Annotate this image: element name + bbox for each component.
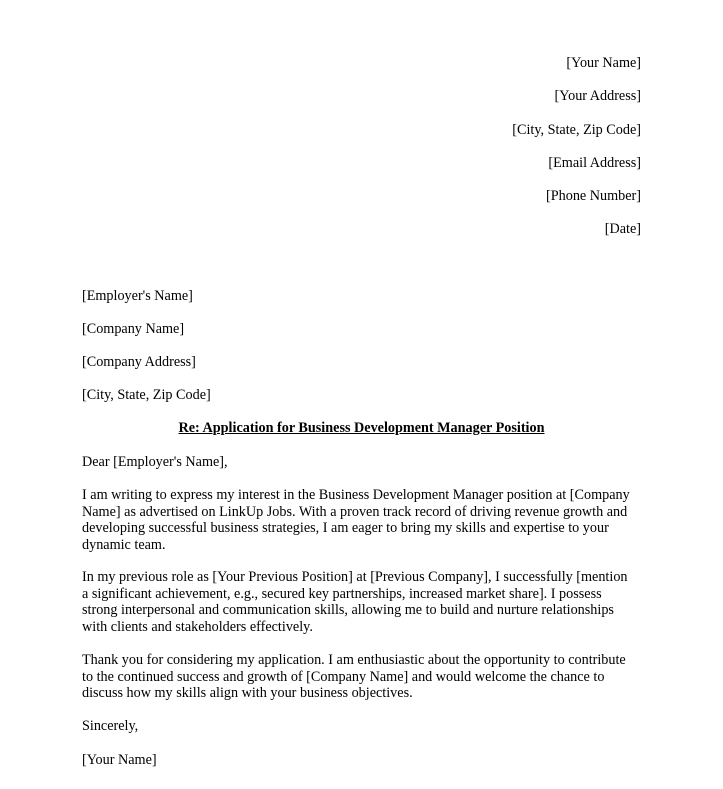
letter-date: [Date] [604,221,641,237]
paragraph-line: to the continued success and growth of [Company Name] and would welcome the chance to [82,668,605,685]
paragraph-line: with clients and stakeholders effectively. [82,618,313,635]
paragraph-line: strong interpersonal and communication skills, allowing me to build and nurture relationships [82,602,614,619]
signature-name: [Your Name] [82,752,157,768]
body-paragraph-2 [82,569,641,635]
paragraph-line: dynamic team. [82,536,166,553]
sender-city-state-zip: [City, State, Zip Code] [512,122,641,138]
paragraph-line: Thank you for considering my application. I am enthusiastic about the opportunity to contribute [82,652,626,668]
sender-email: [Email Address] [548,155,641,171]
recipient-employer-name: [Employer's Name] [82,288,193,304]
sender-address: [Your Address] [554,88,641,104]
recipient-city-state-zip: [City, State, Zip Code] [82,387,211,403]
salutation: Dear [Employer's Name], [82,454,228,470]
paragraph-line: developing successful business strategies, I am eager to bring my skills and expertise to your [82,520,609,537]
subject-line: Re: Application for Business Development Manager Position [178,420,545,436]
sender-name: [Your Name] [566,55,641,71]
recipient-company-address: [Company Address] [82,354,196,370]
paragraph-line: Name] as advertised on LinkUp Jobs. With a proven track record of driving revenue growth and [82,503,628,520]
paragraph-line: In my previous role as [Your Previous Position] at [Previous Company], I successfully [mention [82,569,628,585]
recipient-company-name: [Company Name] [82,321,185,337]
closing: Sincerely, [82,718,139,734]
body-paragraph-1 [82,487,641,553]
paragraph-line: I am writing to express my interest in the Business Development Manager position at [Company [82,487,630,503]
sender-phone: [Phone Number] [546,188,641,204]
paragraph-line: discuss how my skills align with your business objectives. [82,685,413,702]
paragraph-line: a significant achievement, e.g., secured key partnerships, increased market share]. I possess [82,585,602,602]
body-paragraph-3 [82,652,641,702]
